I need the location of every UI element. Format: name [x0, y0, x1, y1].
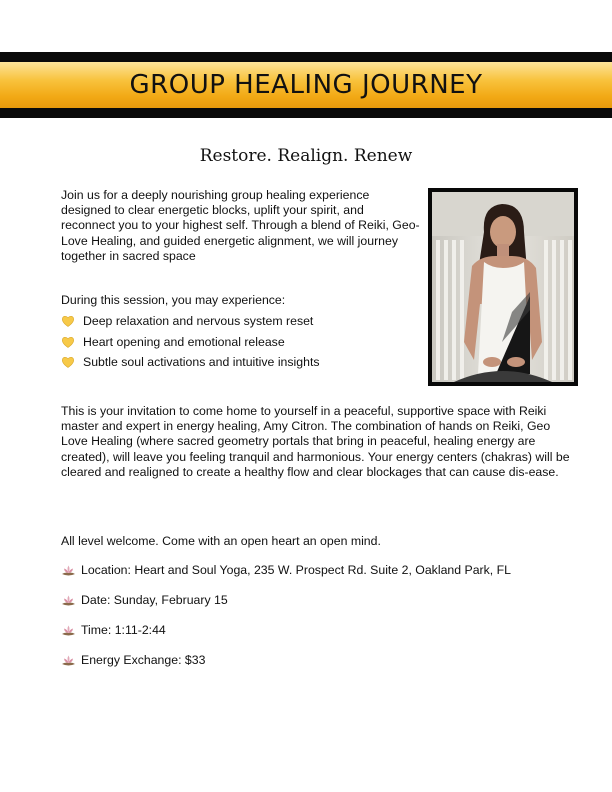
invitation-paragraph: This is your invitation to come home to yourself in a peaceful, supportive space with Reiki master and expert in energy healing, Amy Citron. The combination of hands on Reiki, Geo Love Healing (where sacred geometry portals that bring in peaceful, healing energy are created), will leave you feeling tranquil and harmonious. Your energy centers (chakras) will be cleared and realigned to create a healthy flow and clear blockages that can cause dis-ease. — [61, 404, 570, 479]
practitioner-photo-image — [432, 192, 574, 382]
yellow-heart-icon — [61, 335, 75, 349]
header-top-bar — [0, 52, 612, 62]
detail-date-text: Date: Sunday, February 15 — [81, 593, 228, 607]
intro-paragraph: Join us for a deeply nourishing group healing experience designed to clear energetic blocks, uplift your spirit, and reconnect you to your highest self. Through a blend of Reiki, Geo-Love Healing, and guided energetic alignment, we will journey together in sacred space — [61, 188, 420, 263]
header-bottom-bar — [0, 108, 612, 118]
yellow-heart-icon — [61, 314, 75, 328]
list-item — [61, 352, 320, 373]
detail-time-text: Time: 1:11-2:44 — [81, 623, 166, 637]
header-banner — [0, 62, 612, 108]
lotus-icon — [61, 594, 76, 606]
experience-item-label: Deep relaxation and nervous system reset — [83, 314, 314, 329]
experience-item-label: Subtle soul activations and intuitive insights — [83, 355, 320, 370]
experience-heading: During this session, you may experience: — [61, 293, 286, 307]
lotus-icon — [61, 564, 76, 576]
practitioner-photo — [428, 188, 578, 386]
welcome-line: All level welcome. Come with an open heart an open mind. — [61, 534, 381, 548]
experience-list — [61, 311, 320, 373]
page-title: GROUP HEALING JOURNEY — [129, 70, 483, 100]
list-item — [61, 332, 320, 353]
detail-date — [61, 593, 228, 607]
lotus-icon — [61, 624, 76, 636]
detail-location — [61, 563, 511, 577]
detail-exchange — [61, 653, 205, 667]
experience-item-label: Heart opening and emotional release — [83, 334, 285, 349]
lotus-icon — [61, 654, 76, 666]
tagline: Restore. Realign. Renew — [199, 146, 413, 166]
detail-time — [61, 623, 166, 637]
detail-location-text: Location: Heart and Soul Yoga, 235 W. Prospect Rd. Suite 2, Oakland Park, FL — [81, 563, 511, 577]
list-item — [61, 311, 320, 332]
yellow-heart-icon — [61, 355, 75, 369]
detail-exchange-text: Energy Exchange: $33 — [81, 653, 206, 667]
